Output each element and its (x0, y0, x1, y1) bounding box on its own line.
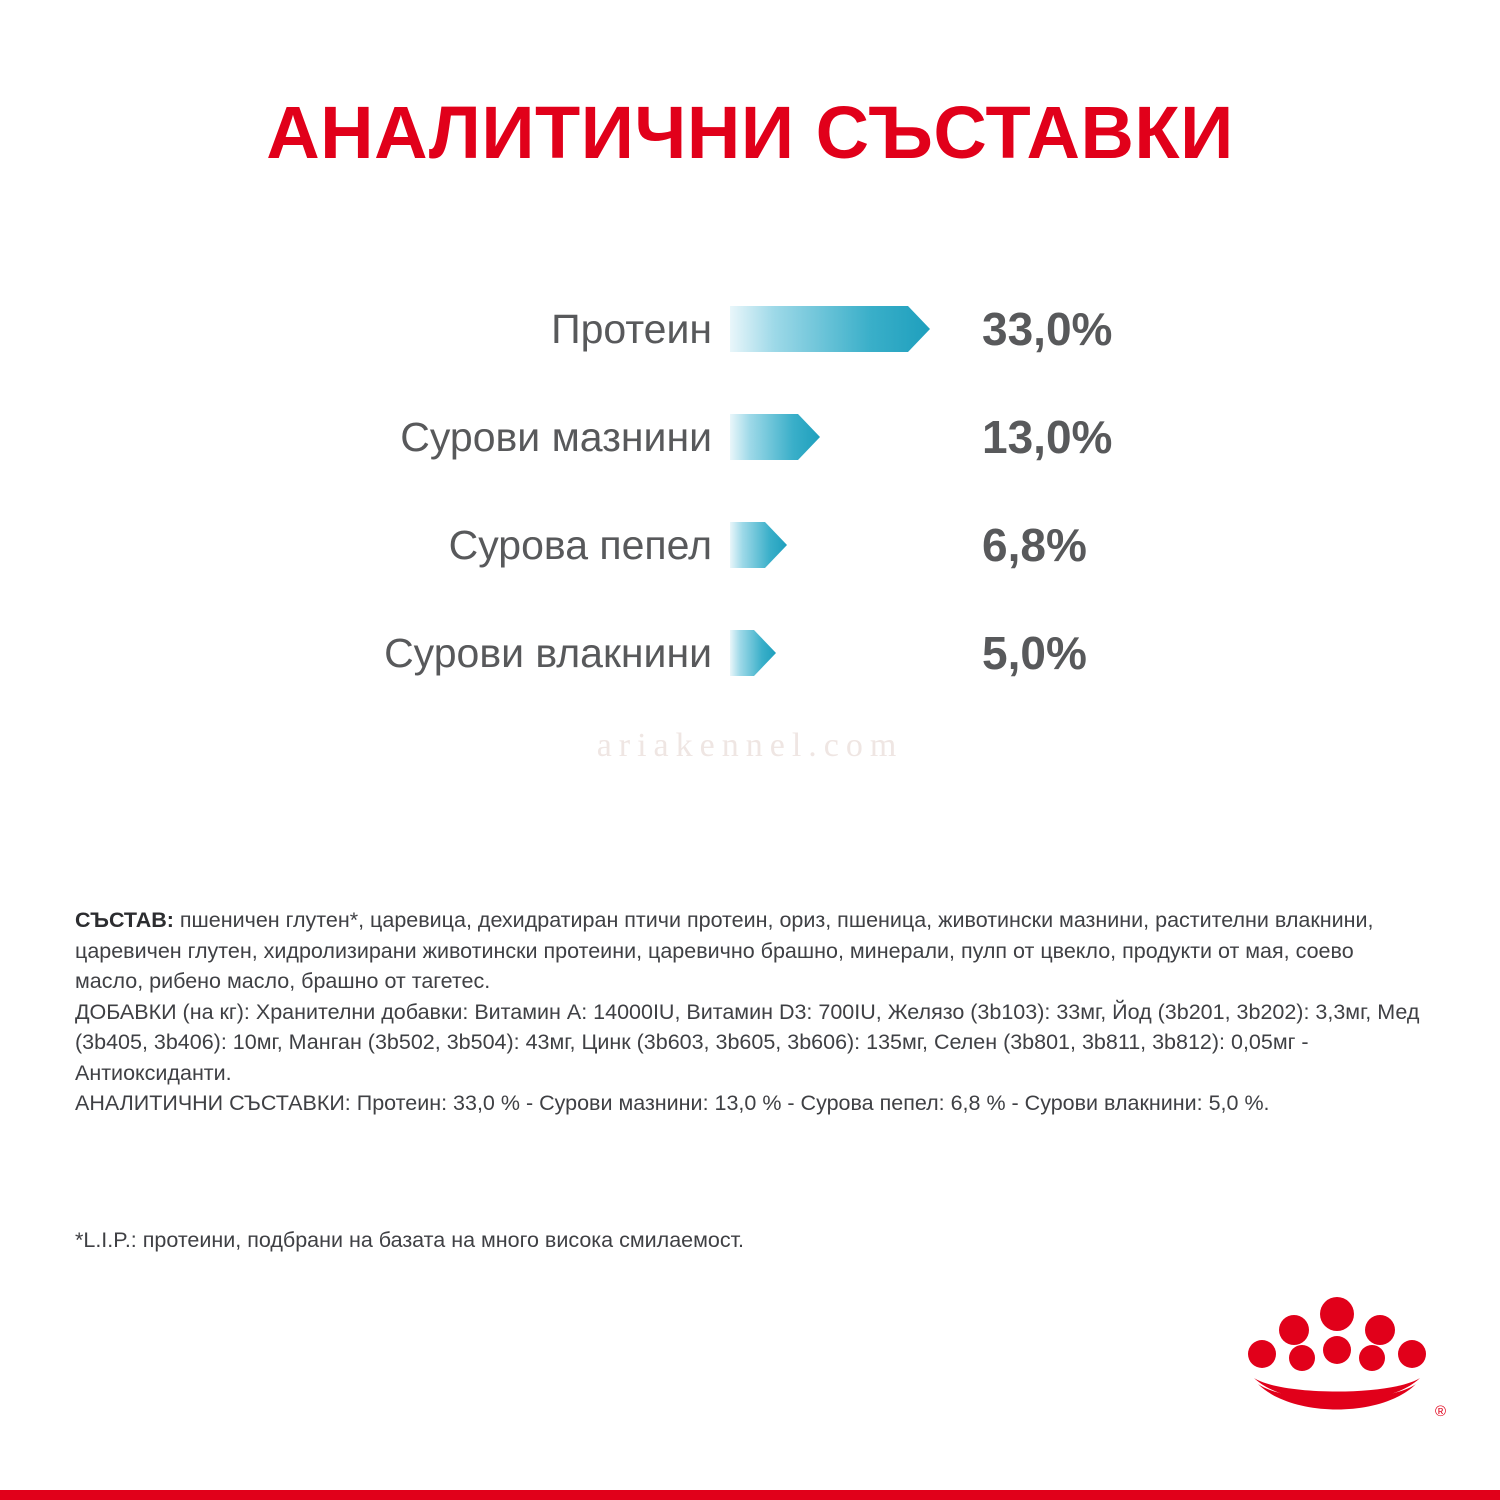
chart-row (0, 491, 1500, 599)
chart-bar-track (730, 306, 960, 352)
composition-block (75, 905, 1420, 1119)
composition-footnote: *L.I.P.: протеини, подбрани на базата на много висока смилаемост. (75, 1228, 745, 1252)
chart-bar (730, 414, 820, 460)
chart-row-value: 6,8% (982, 519, 1087, 571)
chart-bar (730, 630, 776, 676)
chart-bar-track (730, 630, 960, 676)
analytical-constituents-chart (0, 275, 1500, 707)
chart-row-label: Протеин (551, 305, 712, 352)
composition-additives: ДОБАВКИ (на кг): Хранителни добавки: Витамин A: 14000IU, Витамин D3: 700IU, Желязо (3b103): 33мг, Йод (3b201, 3b202): 3,3мг, Мед (3b405, 3b406): 10мг, Манган (3b502, 3b504): 43мг, Цинк (3b603, 3b605, 3b606): 135мг, Селен (3b801, 3b811, 3b812): 0,05мг - Антиоксиданти. (75, 999, 1420, 1085)
watermark: ariakennel.com (596, 727, 904, 764)
composition-label: СЪСТАВ: (75, 908, 174, 932)
chart-bar-track (730, 522, 960, 568)
composition-analytical: АНАЛИТИЧНИ СЪСТАВКИ: Протеин: 33,0 % - Сурови мазнини: 13,0 % - Сурова пепел: 6,8 % - Сурови влакнини: 5,0 %. (75, 1091, 1270, 1116)
chart-row (0, 599, 1500, 707)
composition-ingredients: пшеничен глутен*, царевица, дехидратиран птичи протеин, ориз, пшеница, животински мазнини, растителни влакнини, царевичен глутен, хидролизирани животински протеини, царевично брашно, минерали, пулп от цвекло, продукти от мая, соево масло, рибено масло, брашно от тагетес. (75, 908, 1374, 994)
bottom-accent-bar (0, 1490, 1500, 1500)
chart-row-value: 5,0% (982, 627, 1087, 679)
chart-row (0, 275, 1500, 383)
crown-icon (1242, 1292, 1432, 1422)
composition-ingredients-paragraph (75, 905, 1420, 997)
chart-row (0, 383, 1500, 491)
chart-bar (730, 306, 930, 352)
chart-row-label: Сурови влакнини (384, 629, 712, 676)
chart-bar (730, 522, 787, 568)
chart-bar-track (730, 414, 960, 460)
page-title: АНАЛИТИЧНИ СЪСТАВКИ (266, 90, 1234, 174)
chart-row-value: 13,0% (982, 411, 1113, 463)
royal-canin-logo (1242, 1292, 1446, 1422)
chart-row-value: 33,0% (982, 303, 1113, 355)
registered-trademark: ® (1434, 1403, 1446, 1420)
chart-row-label: Сурови мазнини (400, 413, 712, 460)
chart-row-label: Сурова пепел (448, 521, 712, 568)
